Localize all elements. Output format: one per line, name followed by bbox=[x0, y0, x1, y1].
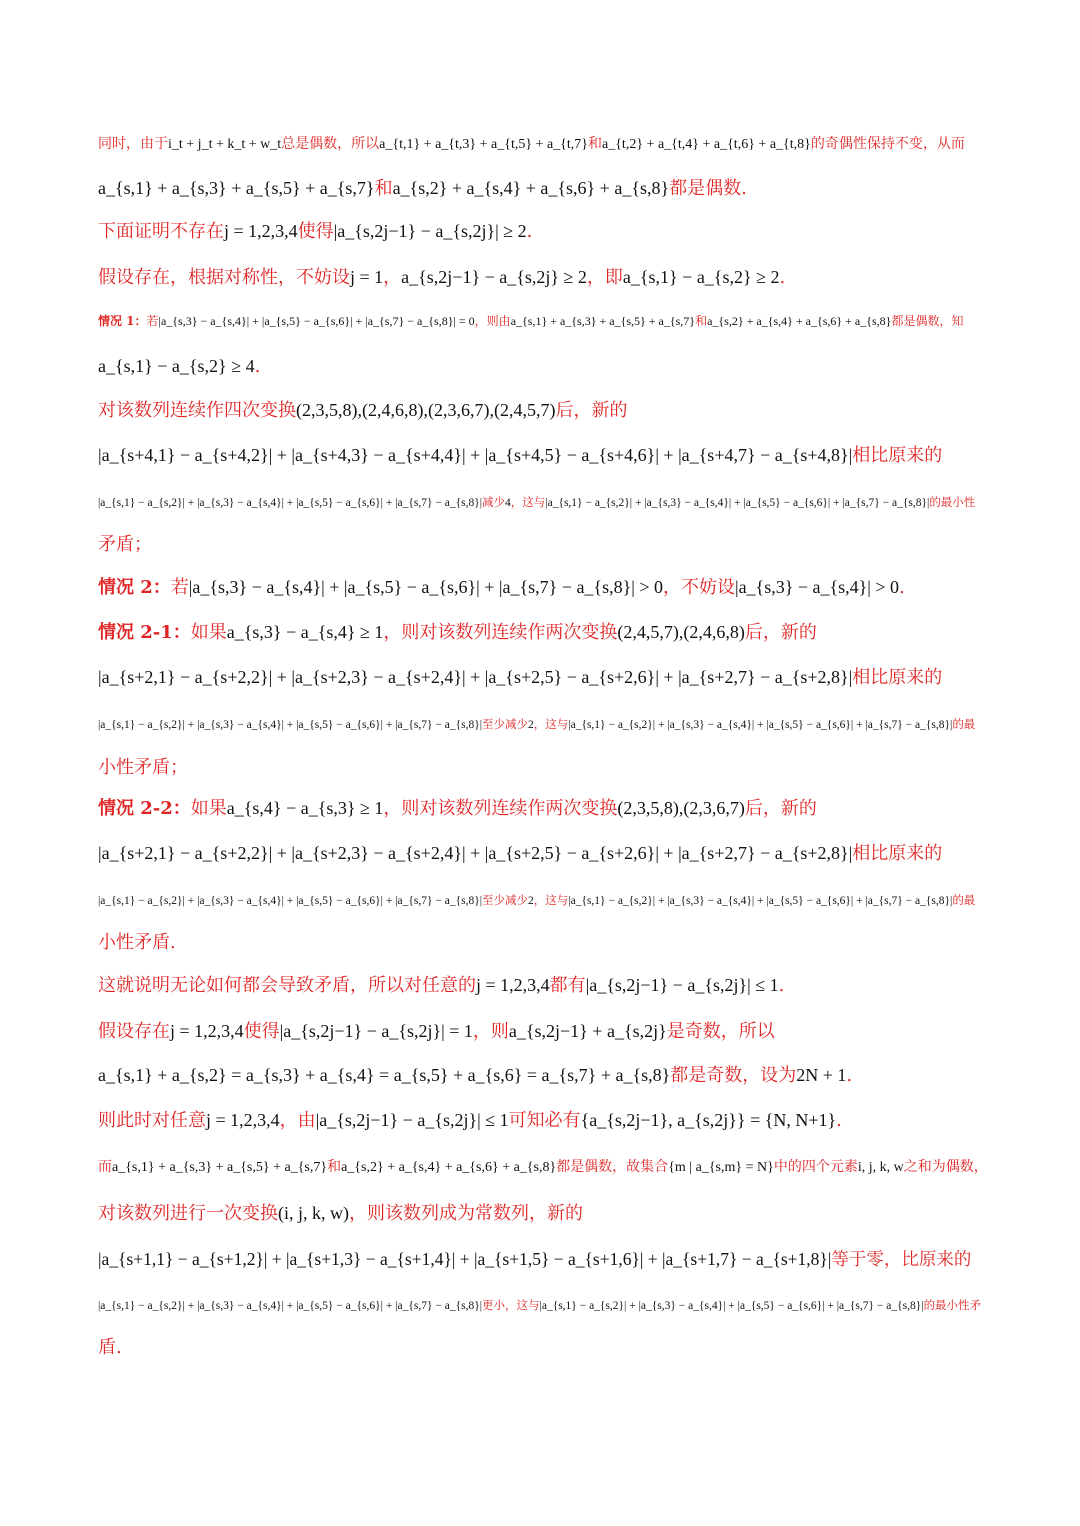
text-run: 更小，这与 bbox=[482, 1298, 540, 1312]
math-expression: |a_{s,1} − a_{s,2}| + |a_{s,3} − a_{s,4}| + |a_{s,5} − a_{s,6}| + |a_{s,7} − a_{s,8}| bbox=[98, 895, 483, 907]
text-run: 之和为偶数， bbox=[903, 1159, 988, 1175]
text-run: 的最 bbox=[952, 893, 976, 907]
math-expression: a_{s,4} − a_{s,3} ≥ 1 bbox=[226, 798, 384, 818]
text-line bbox=[98, 619, 817, 646]
math-expression: j = 1,2,3,4 bbox=[170, 1021, 244, 1041]
text-run: ，这与 bbox=[510, 495, 546, 509]
text-run: 相比原来的 bbox=[852, 667, 943, 688]
text-run: . bbox=[526, 221, 533, 242]
text-line bbox=[98, 175, 747, 202]
math-expression: |a_{s,2j−1} − a_{s,2j}| ≤ 1 bbox=[585, 975, 779, 995]
text-run: 都是偶数. bbox=[669, 178, 747, 199]
text-run: 后，新的 bbox=[555, 400, 628, 421]
text-run: . bbox=[254, 356, 261, 377]
text-run: . bbox=[778, 975, 785, 996]
math-expression: 4 bbox=[505, 497, 511, 509]
text-run: 后，新的 bbox=[744, 798, 817, 819]
math-expression: (2,4,5,7),(2,4,6,8) bbox=[617, 622, 745, 642]
math-expression: a_{s,2j−1} − a_{s,2j} ≥ 2 bbox=[401, 267, 587, 287]
math-expression: |a_{s,2j−1} − a_{s,2j}| ≥ 2 bbox=[333, 221, 527, 241]
math-expression: (2,3,5,8),(2,3,6,7) bbox=[617, 798, 745, 818]
text-line bbox=[98, 755, 188, 781]
text-run: 相比原来的 bbox=[852, 843, 943, 864]
text-line bbox=[98, 1292, 981, 1319]
text-run: 对该数列连续作四次变换 bbox=[98, 400, 296, 421]
math-expression: j = 1 bbox=[350, 267, 384, 287]
math-expression: 2N + 1 bbox=[796, 1065, 847, 1085]
text-run: 情况 2： bbox=[98, 577, 171, 598]
text-run: ，则该数列成为常数列，新的 bbox=[349, 1203, 583, 1224]
text-run: 和 bbox=[327, 1159, 342, 1175]
text-line bbox=[98, 1107, 842, 1134]
math-expression: a_{s,1} − a_{s,2} ≥ 2 bbox=[622, 267, 780, 287]
text-run: . bbox=[899, 577, 905, 598]
math-expression: |a_{s+1,1} − a_{s+1,2}| + |a_{s+1,3} − a_{s+1,4}| + |a_{s+1,5} − a_{s+1,6}| + |a_{s+1,7} − a_{s+1,8}| bbox=[98, 1249, 832, 1269]
text-run: ，则对该数列连续作两次变换 bbox=[383, 798, 618, 819]
text-line bbox=[98, 574, 905, 601]
text-run: 和 bbox=[374, 178, 393, 199]
text-line bbox=[98, 972, 784, 999]
math-expression: a_{s,3} − a_{s,4} ≥ 1 bbox=[226, 622, 384, 642]
math-expression: j = 1,2,3,4 bbox=[476, 975, 550, 995]
math-expression: |a_{s,1} − a_{s,2}| + |a_{s,3} − a_{s,4}| + |a_{s,5} − a_{s,6}| + |a_{s,7} − a_{s,8}| bbox=[98, 719, 483, 731]
math-expression: |a_{s,1} − a_{s,2}| + |a_{s,3} − a_{s,4}| + |a_{s,5} − a_{s,6}| + |a_{s,7} − a_{s,8}| bbox=[98, 497, 483, 509]
math-expression: |a_{s,1} − a_{s,2}| + |a_{s,3} − a_{s,4}| + |a_{s,5} − a_{s,6}| + |a_{s,7} − a_{s,8}| bbox=[568, 719, 953, 731]
text-run: ，则 bbox=[472, 1021, 509, 1042]
math-expression: |a_{s,1} − a_{s,2}| + |a_{s,3} − a_{s,4}| + |a_{s,5} − a_{s,6}| + |a_{s,7} − a_{s,8}| bbox=[98, 1300, 483, 1312]
math-expression: |a_{s,1} − a_{s,2}| + |a_{s,3} − a_{s,4}| + |a_{s,5} − a_{s,6}| + |a_{s,7} − a_{s,8}| bbox=[539, 1300, 924, 1312]
math-expression: (i, j, k, w) bbox=[278, 1203, 349, 1223]
math-expression: a_{s,2} + a_{s,4} + a_{s,6} + a_{s,8} bbox=[707, 314, 892, 328]
text-run: 后，新的 bbox=[744, 622, 817, 643]
text-run: 至少减少 bbox=[482, 893, 529, 907]
text-run: 下面证明不存在 bbox=[98, 221, 224, 242]
text-run: 的奇偶性保持不变，从而 bbox=[810, 136, 965, 152]
math-expression: a_{s,1} + a_{s,2} = a_{s,3} + a_{s,4} = a_{s,5} + a_{s,6} = a_{s,7} + a_{s,8} bbox=[98, 1065, 671, 1085]
text-run: 使得 bbox=[243, 1021, 280, 1042]
text-line bbox=[98, 795, 817, 822]
text-run: ，由 bbox=[279, 1110, 316, 1131]
text-run: 的最 bbox=[952, 717, 976, 731]
text-line bbox=[98, 1335, 122, 1361]
text-run: . bbox=[846, 1065, 853, 1086]
text-run: ，则由 bbox=[474, 314, 511, 328]
text-line bbox=[98, 442, 942, 469]
math-expression: |a_{s,2j−1} − a_{s,2j}| = 1 bbox=[279, 1021, 473, 1041]
math-expression: |a_{s,3} − a_{s,4}| + |a_{s,5} − a_{s,6}| + |a_{s,7} − a_{s,8}| > 0 bbox=[188, 577, 663, 597]
math-expression: a_{s,1} − a_{s,2} ≥ 4 bbox=[98, 356, 255, 376]
text-run: ， bbox=[383, 267, 402, 288]
text-run: ，即 bbox=[586, 267, 623, 288]
math-expression: |a_{s,1} − a_{s,2}| + |a_{s,3} − a_{s,4}| + |a_{s,5} − a_{s,6}| + |a_{s,7} − a_{s,8}| bbox=[545, 497, 930, 509]
math-expression: |a_{s+2,1} − a_{s+2,2}| + |a_{s+2,3} − a_{s+2,4}| + |a_{s+2,5} − a_{s+2,6}| + |a_{s+2,7} − a_{s+2,8}| bbox=[98, 667, 853, 687]
text-run: 矛盾； bbox=[98, 534, 152, 555]
text-run: 中的四个元素 bbox=[773, 1159, 858, 1175]
text-run: 都是偶数，知 bbox=[891, 314, 964, 328]
math-expression: 2 bbox=[528, 719, 534, 731]
text-run: 减少 bbox=[482, 495, 506, 509]
text-line bbox=[98, 1018, 775, 1045]
text-line bbox=[98, 532, 152, 558]
text-run: 和 bbox=[588, 136, 602, 152]
text-run: ，则对该数列连续作两次变换 bbox=[383, 622, 618, 643]
text-line bbox=[98, 218, 532, 245]
math-expression: a_{s,1} + a_{s,3} + a_{s,5} + a_{s,7} bbox=[510, 314, 696, 328]
text-run: 使得 bbox=[297, 221, 334, 242]
text-run: 都有 bbox=[549, 975, 586, 996]
math-expression: {a_{s,2j−1}, a_{s,2j}} = {N, N+1} bbox=[580, 1110, 837, 1130]
math-expression: |a_{s+2,1} − a_{s+2,2}| + |a_{s+2,3} − a_{s+2,4}| + |a_{s+2,5} − a_{s+2,6}| + |a_{s+2,7} − a_{s+2,8}| bbox=[98, 843, 853, 863]
text-run: . bbox=[779, 267, 786, 288]
text-line bbox=[98, 1200, 583, 1227]
math-expression: |a_{s,2j−1} − a_{s,2j}| ≤ 1 bbox=[315, 1110, 509, 1130]
text-run: 总是偶数，所以 bbox=[281, 136, 380, 152]
text-run: 情况 1： bbox=[98, 314, 147, 328]
text-run: 相比原来的 bbox=[852, 445, 943, 466]
math-expression: a_{s,2j−1} + a_{s,2j} bbox=[508, 1021, 667, 1041]
math-expression: |a_{s,3} − a_{s,4}| > 0 bbox=[734, 577, 900, 597]
text-run: 这就说明无论如何都会导致矛盾，所以对任意的 bbox=[98, 975, 476, 996]
text-line bbox=[98, 1246, 971, 1273]
text-run: 等于零，比原来的 bbox=[831, 1250, 972, 1270]
text-run: 若 bbox=[170, 577, 189, 598]
math-expression: i, j, k, w bbox=[857, 1160, 904, 1175]
text-run: 如果 bbox=[190, 622, 227, 643]
text-run: 假设存在，根据对称性，不妨设 bbox=[98, 267, 350, 288]
text-run: 对该数列进行一次变换 bbox=[98, 1203, 278, 1224]
text-run: 都是偶数，故集合 bbox=[556, 1159, 669, 1175]
math-expression: a_{s,1} + a_{s,3} + a_{s,5} + a_{s,7} bbox=[112, 1160, 328, 1175]
text-run: 如果 bbox=[190, 798, 227, 819]
text-line bbox=[98, 887, 975, 914]
text-run: 的最小性 bbox=[929, 495, 976, 509]
math-expression: |a_{s+4,1} − a_{s+4,2}| + |a_{s+4,3} − a_{s+4,4}| + |a_{s+4,5} − a_{s+4,6}| + |a_{s+4,7} − a_{s+4,8}| bbox=[98, 445, 853, 465]
text-run: 而 bbox=[98, 1159, 112, 1175]
math-expression: i_t + j_t + k_t + w_t bbox=[168, 137, 282, 152]
text-line bbox=[98, 264, 785, 291]
text-run: ，这与 bbox=[533, 717, 569, 731]
text-line bbox=[98, 397, 627, 424]
text-run: . bbox=[836, 1110, 842, 1131]
text-run: 若 bbox=[146, 314, 159, 328]
text-line bbox=[98, 840, 942, 867]
text-line bbox=[98, 711, 975, 738]
text-line bbox=[98, 664, 942, 691]
text-run: 可知必有 bbox=[508, 1110, 581, 1131]
text-run: ，不妨设 bbox=[662, 577, 735, 598]
text-line bbox=[98, 1154, 988, 1181]
text-run: 和 bbox=[695, 314, 708, 328]
math-expression: a_{t,2} + a_{t,4} + a_{t,6} + a_{t,8} bbox=[602, 137, 811, 152]
text-run: 的最小性矛 bbox=[923, 1298, 982, 1312]
math-expression: j = 1,2,3,4 bbox=[206, 1110, 280, 1130]
text-run: 盾. bbox=[98, 1337, 122, 1358]
text-run: 都是奇数，设为 bbox=[670, 1065, 797, 1086]
text-run: 假设存在 bbox=[98, 1021, 170, 1042]
text-run: 是奇数，所以 bbox=[666, 1021, 775, 1042]
text-line bbox=[98, 930, 176, 956]
math-expression: 2 bbox=[528, 895, 534, 907]
text-line bbox=[98, 353, 260, 380]
text-run: ，这与 bbox=[533, 893, 569, 907]
text-run: 则此时对任意 bbox=[98, 1110, 206, 1131]
text-run: 情况 2-2： bbox=[98, 798, 191, 819]
math-expression: j = 1,2,3,4 bbox=[224, 221, 298, 241]
math-expression: a_{s,2} + a_{s,4} + a_{s,6} + a_{s,8} bbox=[341, 1160, 557, 1175]
math-expression: a_{s,1} + a_{s,3} + a_{s,5} + a_{s,7} bbox=[98, 178, 375, 198]
text-run: 小性矛盾. bbox=[98, 932, 176, 953]
text-line bbox=[98, 489, 975, 516]
text-run: 至少减少 bbox=[482, 717, 529, 731]
math-expression: a_{t,1} + a_{t,3} + a_{t,5} + a_{t,7} bbox=[379, 137, 588, 152]
math-expression: |a_{s,1} − a_{s,2}| + |a_{s,3} − a_{s,4}| + |a_{s,5} − a_{s,6}| + |a_{s,7} − a_{s,8}| bbox=[568, 895, 953, 907]
text-line bbox=[98, 1062, 852, 1089]
text-run: 同时，由于 bbox=[98, 136, 168, 152]
text-run: 小性矛盾； bbox=[98, 757, 188, 778]
math-expression: {m | a_{s,m} = N} bbox=[668, 1160, 774, 1175]
math-expression: a_{s,2} + a_{s,4} + a_{s,6} + a_{s,8} bbox=[392, 178, 670, 198]
text-run: 情况 2-1： bbox=[98, 622, 191, 643]
text-line bbox=[98, 131, 965, 158]
text-line bbox=[98, 308, 963, 334]
math-expression: (2,3,5,8),(2,4,6,8),(2,3,6,7),(2,4,5,7) bbox=[296, 400, 556, 420]
math-expression: |a_{s,3} − a_{s,4}| + |a_{s,5} − a_{s,6}| + |a_{s,7} − a_{s,8}| = 0 bbox=[158, 314, 475, 328]
